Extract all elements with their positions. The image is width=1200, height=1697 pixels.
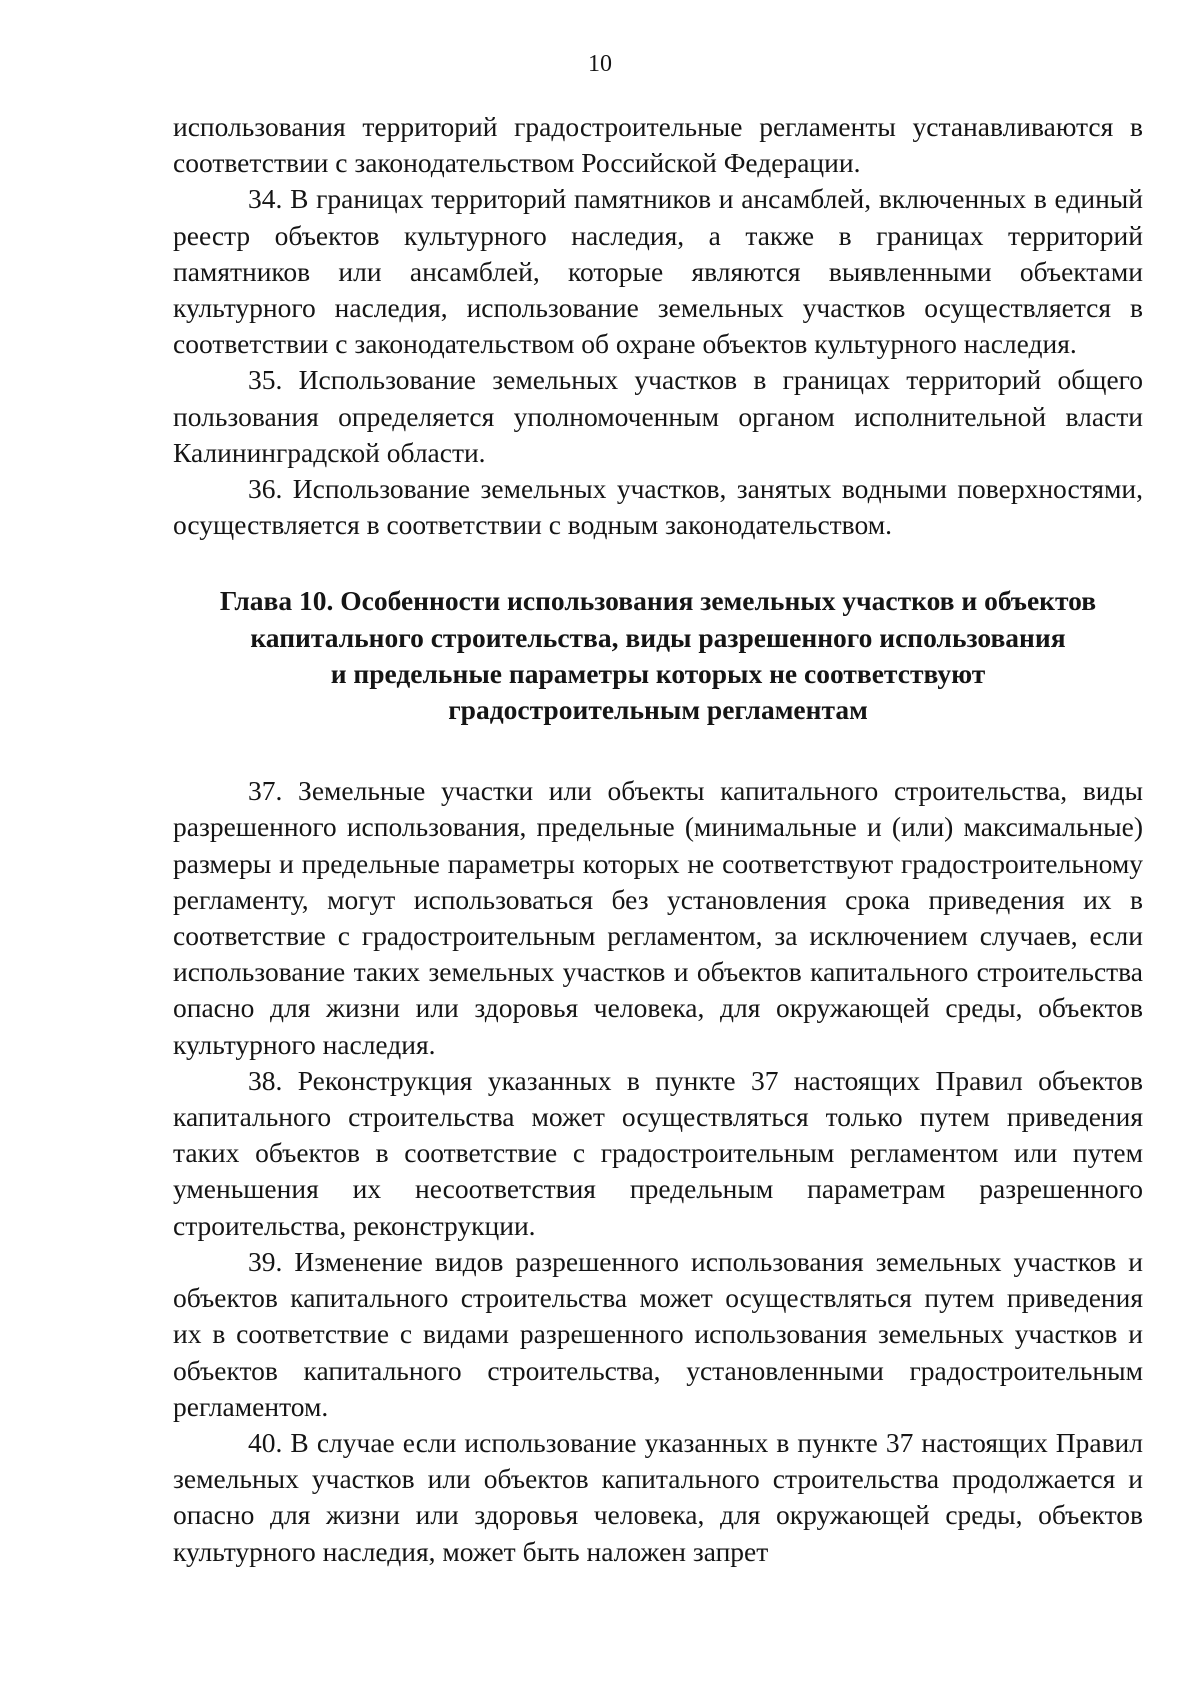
paragraph-35: 35. Использование земельных участков в границах территорий общего пользования определяется уполномоченным органом исполнительной власти Калининградской области. <box>173 364 1143 468</box>
paragraph-39: 39. Изменение видов разрешенного использования земельных участков и объектов капитального строительства может осуществляться путем приведения их в соответствие с видами разрешенного использования земельных участков и объектов капитального строительства, установленными градостроительным регламентом. <box>173 1245 1143 1422</box>
chapter-10-title <box>173 583 1143 728</box>
document-body <box>173 109 1143 1570</box>
chapter-title-line: градостроительным регламентам <box>448 694 868 726</box>
chapter-title-line: капитального строительства, виды разрешенного использования <box>250 621 1066 653</box>
paragraph-37: 37. Земельные участки или объекты капитального строительства, виды разрешенного использования, предельные (минимальные и (или) максимальные) размеры и предельные параметры которых не соответствуют градостроительному регламенту, могут использоваться без установления срока приведения их в соответствие с градостроительным регламентом, за исключением случаев, если использование таких земельных участков и объектов капитального строительства опасно для жизни или здоровья человека, для окружающей среды, объектов культурного наследия. <box>173 775 1143 1060</box>
page-number: 10 <box>588 51 612 77</box>
paragraph-33-continuation: использования территорий градостроительные регламенты устанавливаются в соответствии с законодательством Российской Федерации. <box>173 111 1143 179</box>
chapter-title-line: и предельные параметры которых не соответствуют <box>330 657 986 689</box>
chapter-title-line: Глава 10. Особенности использования земельных участков и объектов <box>219 585 1097 617</box>
paragraph-34: 34. В границах территорий памятников и ансамблей, включенных в единый реестр объектов культурного наследия, а также в границах территорий памятников или ансамблей, которые являются выявленными объектами культурного наследия, использование земельных участков осуществляется в соответствии с законодательством об охране объектов культурного наследия. <box>173 183 1143 360</box>
paragraph-38: 38. Реконструкция указанных в пункте 37 настоящих Правил объектов капитального строительства может осуществляться только путем приведения таких объектов в соответствие с градостроительным регламентом или путем уменьшения их несоответствия предельным параметрам разрешенного строительства, реконструкции. <box>173 1064 1143 1241</box>
paragraph-36: 36. Использование земельных участков, занятых водными поверхностями, осуществляется в соответствии с водным законодательством. <box>173 473 1143 541</box>
paragraph-40: 40. В случае если использование указанных в пункте 37 настоящих Правил земельных участков или объектов капитального строительства продолжается и опасно для жизни или здоровья человека, для окружающей среды, объектов культурного наследия, может быть наложен запрет <box>173 1426 1143 1567</box>
